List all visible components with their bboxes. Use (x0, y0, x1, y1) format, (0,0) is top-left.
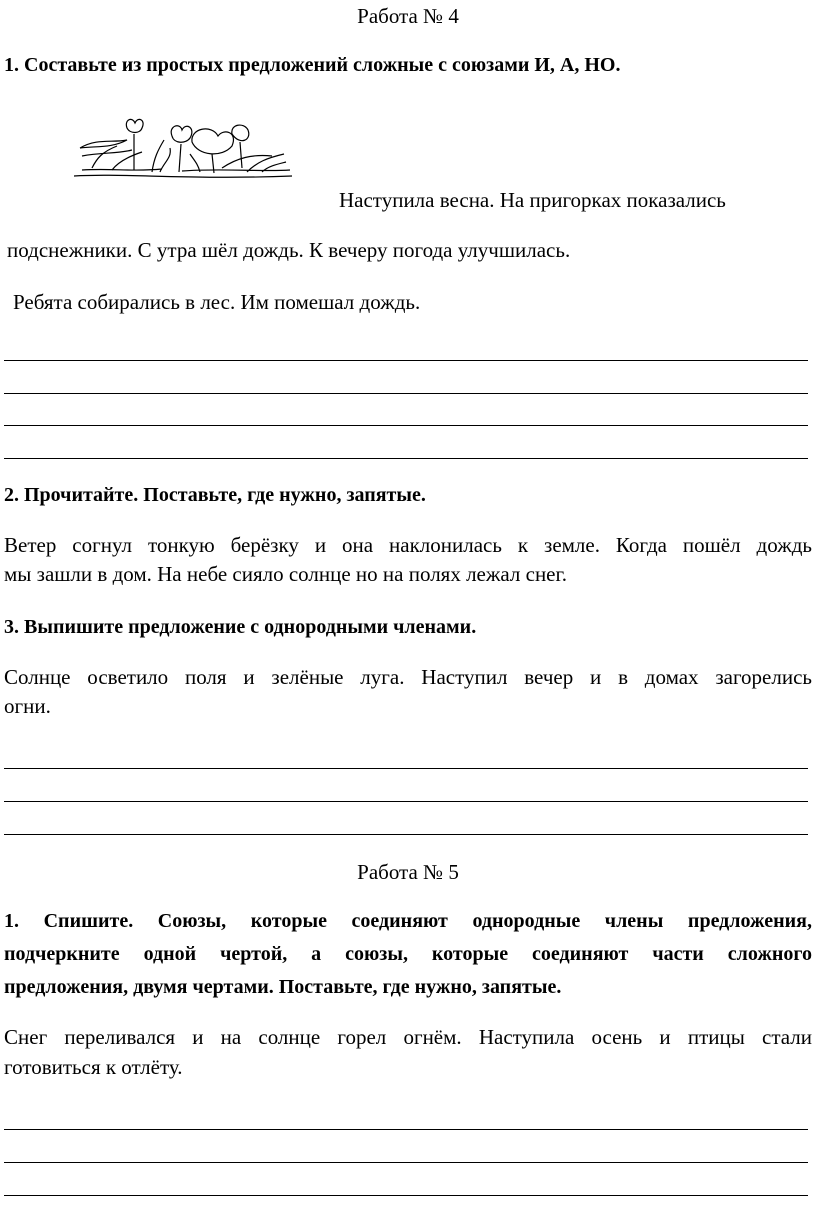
work5-task1-heading-line1: 1. Спишите. Союзы, которые соединяют однородные члены предложения, (4, 910, 812, 932)
work4-task2-text-line2: мы зашли в дом. На небе сияло солнце но на полях лежал снег. (4, 562, 568, 586)
work5-task1-heading-line3: предложения, двумя чертами. Поставьте, где нужно, запятые. (4, 976, 562, 998)
work5-title: Работа № 5 (357, 860, 459, 884)
work4-task1-text-line3: Ребята собирались в лес. Им помешал дождь. (13, 290, 421, 314)
work4-task2-heading: 2. Прочитайте. Поставьте, где нужно, запятые. (4, 484, 426, 506)
answer-line[interactable] (4, 425, 808, 426)
work5-task1-heading-line2: подчеркните одной чертой, а союзы, которые соединяют части сложного (4, 943, 812, 965)
answer-line[interactable] (4, 768, 808, 769)
work4-task1-text-line1: Наступила весна. На пригорках показались (339, 188, 726, 212)
work4-task1-text-line2: подснежники. С утра шёл дождь. К вечеру погода улучшилась. (7, 238, 571, 262)
answer-line[interactable] (4, 1162, 808, 1163)
work4-task3-text-line2: огни. (4, 694, 51, 718)
work4-task3-text-line1: Солнце осветило поля и зелёные луга. Наступил вечер и в домах загорелись (4, 665, 812, 689)
answer-line[interactable] (4, 393, 808, 394)
work5-task1-text-line1: Снег переливался и на солнце горел огнём. Наступила осень и птицы стали (4, 1025, 812, 1049)
answer-line[interactable] (4, 458, 808, 459)
flowers-sketch-icon (72, 118, 297, 186)
work4-task3-heading: 3. Выпишите предложение с однородными членами. (4, 616, 477, 638)
answer-line[interactable] (4, 801, 808, 802)
work4-task1-heading: 1. Составьте из простых предложений сложные с союзами И, А, НО. (4, 54, 621, 76)
work4-title: Работа № 4 (357, 4, 459, 28)
answer-line[interactable] (4, 1195, 808, 1196)
answer-line[interactable] (4, 834, 808, 835)
answer-line[interactable] (4, 360, 808, 361)
answer-line[interactable] (4, 1129, 808, 1130)
work5-task1-text-line2: готовиться к отлёту. (4, 1055, 183, 1079)
work4-task2-text-line1: Ветер согнул тонкую берёзку и она наклонилась к земле. Когда пошёл дождь (4, 533, 812, 557)
